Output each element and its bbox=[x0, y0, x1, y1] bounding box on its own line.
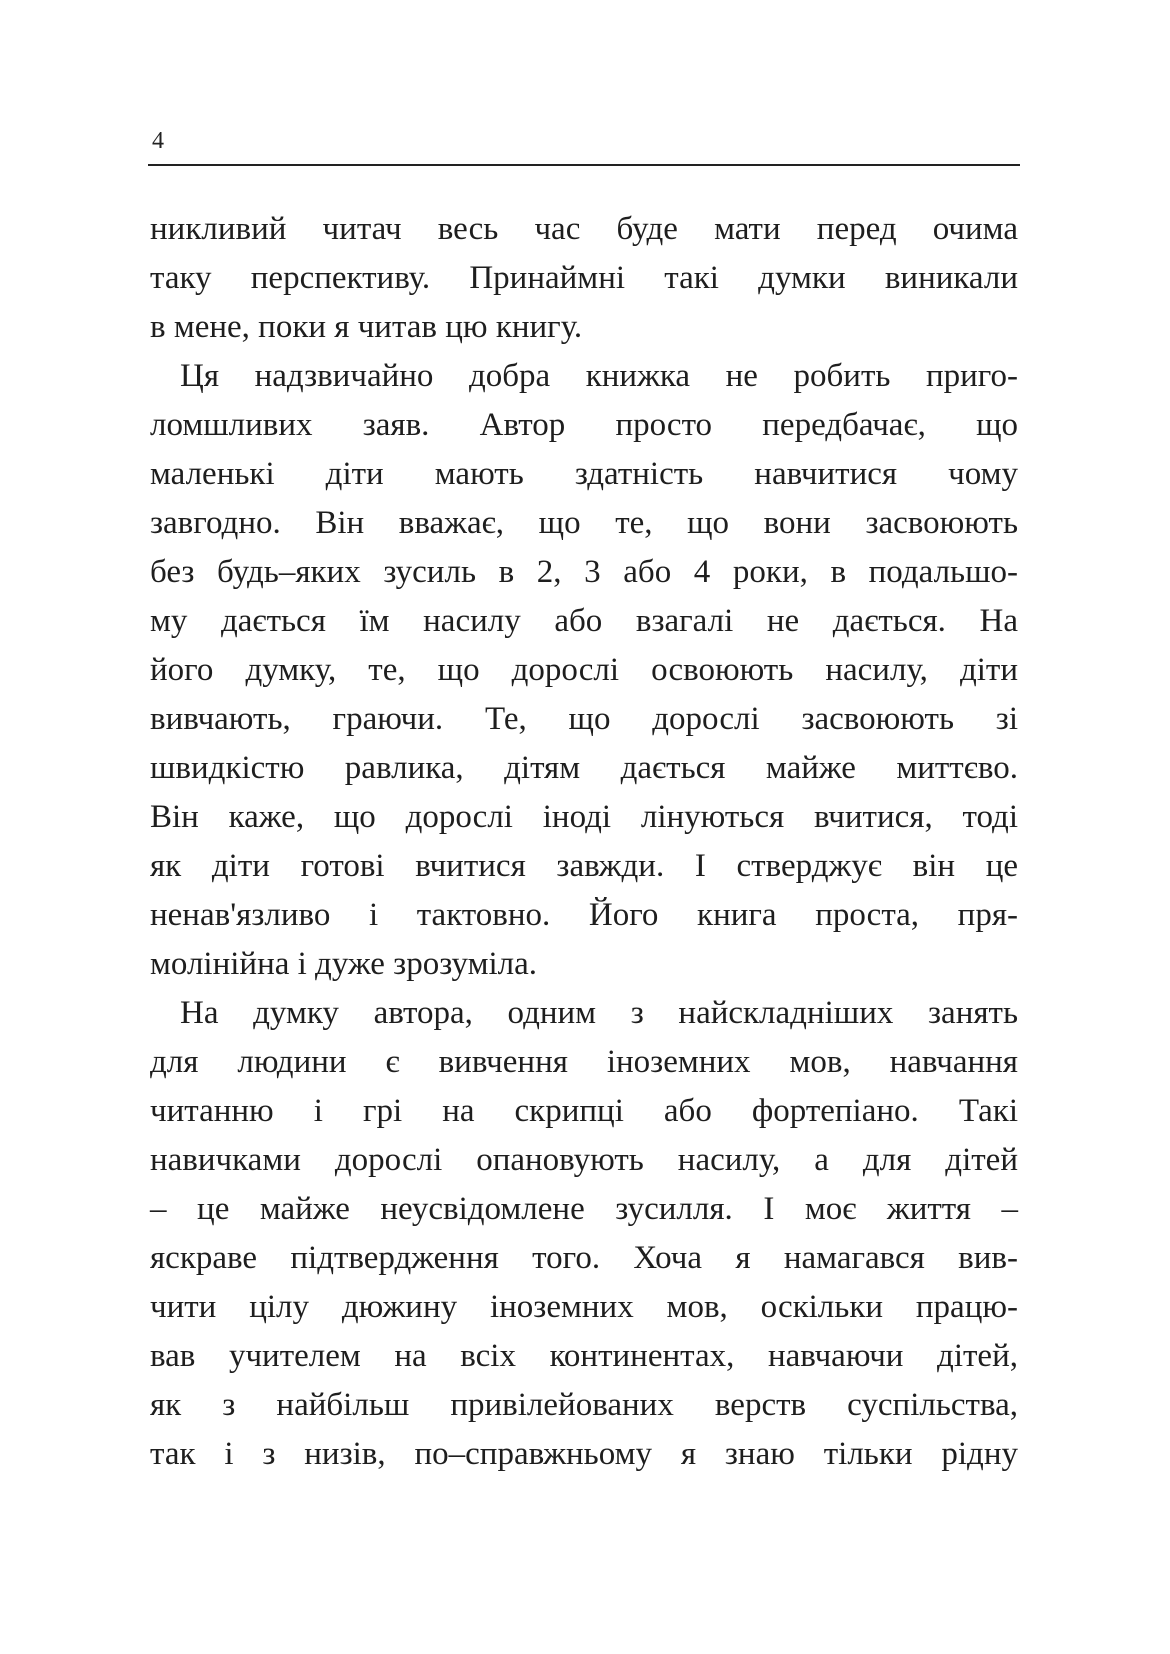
header-divider bbox=[148, 164, 1020, 166]
text-line: вав учителем на всіх континентах, навчаючи дітей, bbox=[150, 1338, 1018, 1374]
text-line: таку перспективу. Принаймні такі думки виникали bbox=[150, 260, 1018, 296]
text-line: никливий читач весь час буде мати перед очима bbox=[150, 211, 1018, 247]
text-line: його думку, те, що дорослі освоюють насилу, діти bbox=[150, 652, 1018, 688]
text-line: ломшливих заяв. Автор просто передбачає, що bbox=[150, 407, 1018, 443]
text-line: Він каже, що дорослі іноді лінуються вчитися, тоді bbox=[150, 799, 1018, 835]
text-line: навичками дорослі опановують насилу, а для дітей bbox=[150, 1142, 1018, 1178]
text-line: для людини є вивчення іноземних мов, навчання bbox=[150, 1044, 1018, 1080]
text-line: ненав'язливо і тактовно. Його книга проста, пря- bbox=[150, 897, 1018, 933]
text-line: вивчають, граючи. Те, що дорослі засвоюють зі bbox=[150, 701, 1018, 737]
text-line: так і з низів, по–справжньому я знаю тільки рідну bbox=[150, 1436, 1018, 1472]
text-line: маленькі діти мають здатність навчитися чому bbox=[150, 456, 1018, 492]
paragraph-1 bbox=[150, 205, 1018, 352]
text-line: як діти готові вчитися завжди. І стверджує він це bbox=[150, 848, 1018, 884]
body-text bbox=[150, 205, 1018, 1479]
text-line: завгодно. Він вважає, що те, що вони засвоюють bbox=[150, 505, 1018, 541]
text-line: му дається їм насилу або взагалі не дається. На bbox=[150, 603, 1018, 639]
text-line: чити цілу дюжину іноземних мов, оскільки працю- bbox=[150, 1289, 1018, 1325]
text-line: в мене, поки я читав цю книгу. bbox=[150, 309, 583, 345]
page-number: 4 bbox=[152, 128, 164, 154]
text-line: – це майже неусвідомлене зусилля. І моє життя – bbox=[150, 1191, 1018, 1227]
text-line: молінійна і дуже зрозуміла. bbox=[150, 946, 538, 982]
text-line: Ця надзвичайно добра книжка не робить приго- bbox=[180, 358, 1018, 394]
text-line: На думку автора, одним з найскладніших занять bbox=[180, 995, 1018, 1031]
text-line: як з найбільш привілейованих верств суспільства, bbox=[150, 1387, 1018, 1423]
text-line: швидкістю равлика, дітям дається майже миттєво. bbox=[150, 750, 1018, 786]
text-line: яскраве підтвердження того. Хоча я намагався вив- bbox=[150, 1240, 1018, 1276]
text-line: читанню і грі на скрипці або фортепіано. Такі bbox=[150, 1093, 1018, 1129]
text-line: без будь–яких зусиль в 2, 3 або 4 роки, в подальшо- bbox=[150, 554, 1018, 590]
paragraph-2 bbox=[150, 352, 1018, 989]
paragraph-3 bbox=[150, 989, 1018, 1479]
